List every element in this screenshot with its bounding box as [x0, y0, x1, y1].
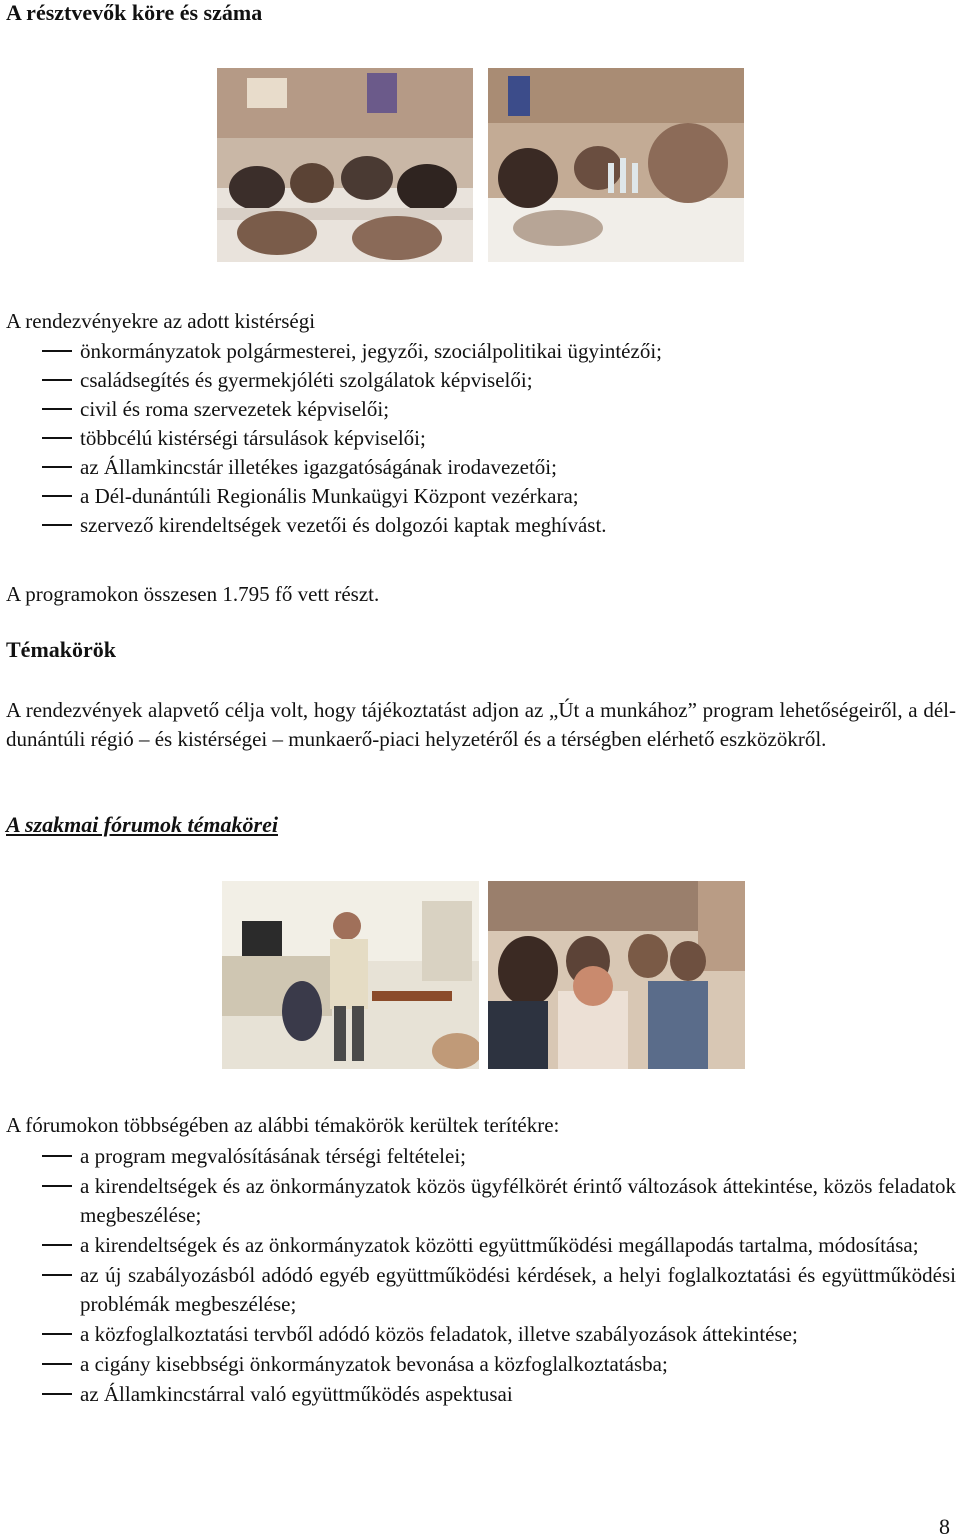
dash-bullet-icon — [42, 1274, 72, 1276]
dash-bullet-icon — [42, 408, 72, 410]
list-item: a közfoglalkoztatási tervből adódó közös feladatok, illetve szabályozások áttekintése; — [6, 1320, 956, 1349]
list-item: az új szabályozásból adódó egyéb együttműködési kérdések, a helyi foglalkoztatási és együttműködési problémák megbeszélése; — [6, 1261, 956, 1319]
list-item: családsegítés és gyermekjóléti szolgálatok képviselői; — [6, 366, 956, 395]
section-title-participants: A résztvevők köre és száma — [6, 0, 263, 25]
dash-bullet-icon — [42, 437, 72, 439]
list-item: a program megvalósításának térségi feltételei; — [6, 1142, 956, 1171]
dash-bullet-icon — [42, 379, 72, 381]
dash-bullet-icon — [42, 466, 72, 468]
dash-bullet-icon — [42, 1333, 72, 1335]
list-item: a Dél-dunántúli Regionális Munkaügyi Központ vezérkara; — [6, 482, 956, 511]
list-item: az Államkincstár illetékes igazgatóságának irodavezetői; — [6, 453, 956, 482]
list-item: az Államkincstárral való együttműködés aspektusai — [6, 1380, 956, 1409]
forum-topics-list — [6, 1142, 956, 1410]
audience-seated-photo — [488, 881, 745, 1069]
dash-bullet-icon — [42, 1393, 72, 1395]
section-title-forums: A szakmai fórumok témakörei — [6, 812, 278, 837]
list-item: civil és roma szervezetek képviselői; — [6, 395, 956, 424]
dash-bullet-icon — [42, 350, 72, 352]
list-item: a kirendeltségek és az önkormányzatok közös ügyfélkörét érintő változások áttekintése, közös feladatok megbeszélése; — [6, 1172, 956, 1230]
conference-hall-photo — [217, 68, 473, 262]
section-title-topics: Témakörök — [6, 637, 116, 662]
invitation-intro: A rendezvényekre az adott kistérségi — [6, 309, 316, 333]
speaker-presentation-photo — [222, 881, 479, 1069]
dash-bullet-icon — [42, 1244, 72, 1246]
topics-paragraph: A rendezvények alapvető célja volt, hogy tájékoztatást adjon az „Út a munkához” program lehetőségeiről, a dél-dunántúli régió – és kistérségei – munkaerő-piaci helyzetéről és a térségben elérhető eszközökről. — [6, 698, 956, 751]
dash-bullet-icon — [42, 1155, 72, 1157]
dash-bullet-icon — [42, 1185, 72, 1187]
list-item: önkormányzatok polgármesterei, jegyzői, szociálpolitikai ügyintézői; — [6, 337, 956, 366]
dash-bullet-icon — [42, 1363, 72, 1365]
forums-intro: A fórumokon többségében az alábbi témakörök kerültek terítékre: — [6, 1113, 560, 1137]
attendees-at-tables-photo — [488, 68, 744, 262]
invitee-list — [6, 337, 956, 540]
list-item: szervező kirendeltségek vezetői és dolgozói kaptak meghívást. — [6, 511, 956, 540]
participant-total: A programokon összesen 1.795 fő vett részt. — [6, 582, 380, 606]
dash-bullet-icon — [42, 524, 72, 526]
page-number: 8 — [939, 1514, 950, 1539]
dash-bullet-icon — [42, 495, 72, 497]
list-item: a kirendeltségek és az önkormányzatok közötti együttműködési megállapodás tartalma, módosítása; — [6, 1231, 956, 1260]
list-item: többcélú kistérségi társulások képviselői; — [6, 424, 956, 453]
list-item: a cigány kisebbségi önkormányzatok bevonása a közfoglalkoztatásba; — [6, 1350, 956, 1379]
